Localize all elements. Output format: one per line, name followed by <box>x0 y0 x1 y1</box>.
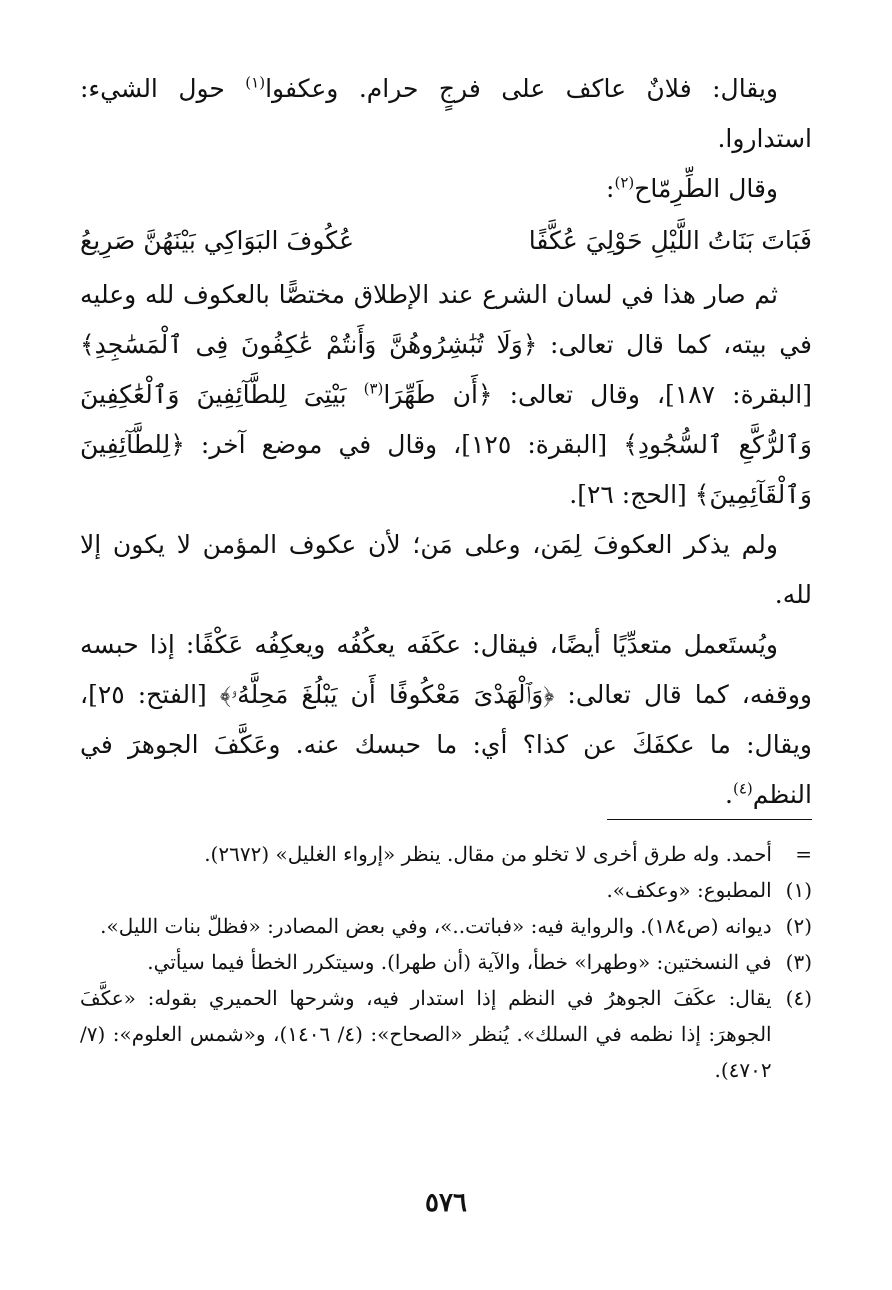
footnote-text: ديوانه (ص١٨٤). والرواية فيه: «فباتت..»، وفي بعض المصادر: «فظلّ بنات الليل». <box>100 914 772 938</box>
poetry-verse <box>80 214 812 270</box>
paragraph-3 <box>80 270 812 520</box>
footnote-text: المطبوع: «وعكف». <box>606 878 772 902</box>
book-page <box>80 64 812 1290</box>
footnote-ref-4: (٤) <box>732 779 753 798</box>
footnote-text: يقال: عكَفَ الجوهرُ في النظم إذا استدار فيه، وشرحها الحميري بقوله: «عكَّفَ الجوهرَ: إذا نظمه في السلك». يُنظر «الصحاح»: (٤/ ١٤٠٦)، و«شمس العلوم»: (٧/ ٤٧٠٢). <box>80 986 772 1082</box>
paragraph-5-text-a: ويُستَعمل متعدِّيًا أيضًا، فيقال: عكَفَه يعكُفُه ويعكِفُه عَكْفًا: إذا حبسه ووقفه، كما قال تعالى: ﴿وَٱلْهَدْىَ مَعْكُوفًا أَن يَبْلُغَ مَحِلَّهُۥ﴾ [الفتح: ٢٥]، ويقال: ما عكفَكَ عن كذا؟ أي: ما حبسك عنه. وعَكَّفَ الجوهرَ في النظم <box>80 630 812 809</box>
footnote-2 <box>80 908 812 944</box>
paragraph-2-text-b: : <box>606 174 615 203</box>
footnote-text: في النسختين: «وطهرا» خطأ، والآية (أن طهرا). وسيتكرر الخطأ فيما سيأتي. <box>147 950 772 974</box>
paragraph-3-text-b: بَيْتِىَ لِلطَّآئِفِينَ وَٱلْعَٰكِفِينَ وَٱلرُّكَّعِ ٱلسُّجُودِ﴾ [البقرة: ١٢٥]، وقال في موضع آخر: ﴿لِلطَّآئِفِينَ وَٱلْقَآئِمِينَ﴾ [الحج: ٢٦]. <box>80 380 813 509</box>
footnote-marker: (٣) <box>785 950 812 974</box>
paragraph-3-text-a: ثم صار هذا في لسان الشرع عند الإطلاق مختصًّا بالعكوف لله وعليه في بيته، كما قال تعالى: ﴿وَلَا تُبَٰشِرُوهُنَّ وَأَنتُمْ عَٰكِفُونَ فِى ٱلْمَسَٰجِدِ﴾ [البقرة: ١٨٧]، وقال تعالى: ﴿أَن طَهِّرَا <box>80 280 812 409</box>
paragraph-5 <box>80 620 812 820</box>
paragraph-2 <box>80 164 812 214</box>
footnote-ref-3: (٣) <box>363 379 384 398</box>
footnote-4 <box>80 980 812 1088</box>
paragraph-1-text-a: ويقال: فلانٌ عاكف على فرجٍ حرام. وعكفوا <box>265 74 778 103</box>
footnote-ref-2: (٢) <box>614 173 635 192</box>
page-number: ٥٧٦ <box>425 1188 467 1218</box>
footnote-ref-1: (١) <box>245 73 266 92</box>
footnote-separator <box>607 819 812 820</box>
paragraph-1 <box>80 64 812 164</box>
footnote-continuation <box>80 836 812 872</box>
paragraph-1-text-b: حول الشيء: استداروا. <box>80 74 812 153</box>
verse-second-hemistich: عُكُوفَ البَوَاكِي بَيْنَهُنَّ صَرِيعُ <box>80 226 354 255</box>
paragraph-2-text-a: وقال الطِّرِمّاح <box>634 174 778 203</box>
footnote-marker: (٤) <box>785 986 812 1010</box>
verse-first-hemistich: فَبَاتَ بَنَاتُ اللَّيْلِ حَوْلِيَ عُكَّفًا <box>528 226 812 255</box>
footnotes <box>80 836 812 1088</box>
footnote-3 <box>80 944 812 980</box>
footnote-1 <box>80 872 812 908</box>
footnote-marker: = <box>795 842 812 866</box>
paragraph-5-text-b: . <box>725 780 733 809</box>
paragraph-4: ولم يذكر العكوفَ لِمَن، وعلى مَن؛ لأن عكوف المؤمن لا يكون إلا لله. <box>80 530 812 609</box>
main-text <box>80 64 812 820</box>
footnote-text: أحمد. وله طرق أخرى لا تخلو من مقال. ينظر «إرواء الغليل» (٢٦٧٢). <box>204 842 772 866</box>
footnote-marker: (٢) <box>785 914 812 938</box>
footnote-marker: (١) <box>785 878 812 902</box>
